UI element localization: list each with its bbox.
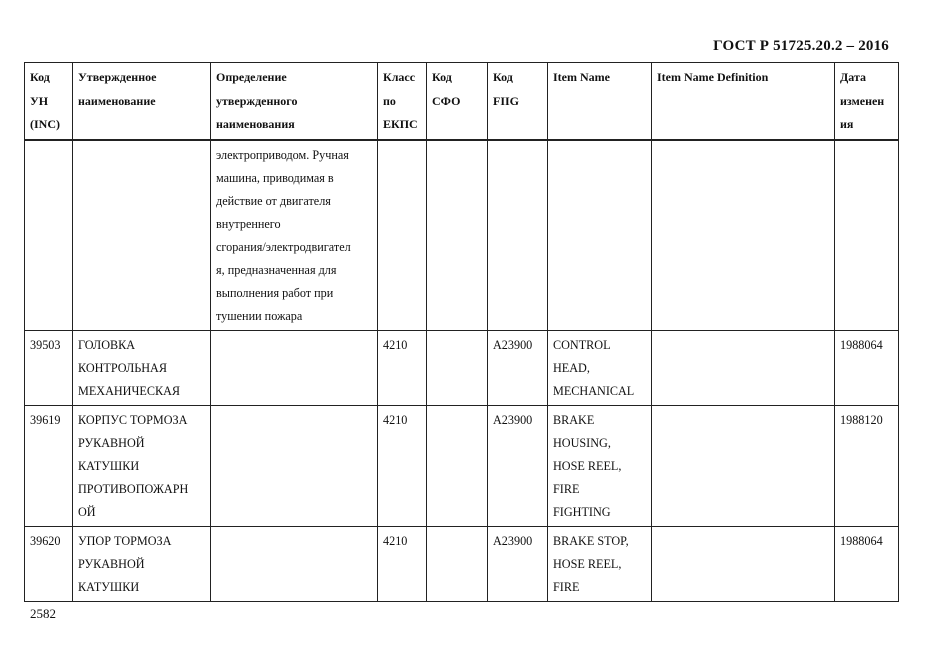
cell-name: ГОЛОВКА КОНТРОЛЬНАЯ МЕХАНИЧЕСКАЯ (73, 330, 211, 405)
header-item-name-definition: Item Name Definition (652, 63, 835, 140)
cell-date: 1988064 (835, 330, 899, 405)
cell-fiig: A23900 (488, 405, 548, 526)
document-title: ГОСТ Р 51725.20.2 – 2016 (713, 38, 889, 54)
cell-definition (211, 405, 378, 526)
cell-name (73, 140, 211, 331)
cell-name: УПОР ТОРМОЗА РУКАВНОЙ КАТУШКИ (73, 526, 211, 601)
header-class: Класс по ЕКПС (378, 63, 427, 140)
cell-item-name (548, 140, 652, 331)
header-date-changed: Дата изменен ия (835, 63, 899, 140)
cell-fiig: A23900 (488, 526, 548, 601)
table-header-row (25, 63, 899, 140)
cell-date: 1988120 (835, 405, 899, 526)
header-sfo: Код СФО (427, 63, 488, 140)
cell-class: 4210 (378, 330, 427, 405)
header-inc: Код УН (INC) (25, 63, 73, 140)
header-item-name: Item Name (548, 63, 652, 140)
cell-item-name-definition (652, 526, 835, 601)
cell-fiig: A23900 (488, 330, 548, 405)
catalog-table (24, 62, 899, 602)
cell-item-name-definition (652, 140, 835, 331)
cell-item-name-definition (652, 330, 835, 405)
cell-definition (211, 526, 378, 601)
cell-inc: 39620 (25, 526, 73, 601)
cell-class: 4210 (378, 405, 427, 526)
table-row (25, 526, 899, 601)
cell-inc: 39619 (25, 405, 73, 526)
cell-date (835, 140, 899, 331)
cell-name: КОРПУС ТОРМОЗА РУКАВНОЙ КАТУШКИ ПРОТИВОПОЖАРН ОЙ (73, 405, 211, 526)
page-number: 2582 (30, 606, 56, 621)
cell-item-name: CONTROL HEAD, MECHANICAL (548, 330, 652, 405)
cell-item-name: BRAKE STOP, HOSE REEL, FIRE (548, 526, 652, 601)
header-approved-name: Утвержденное наименование (73, 63, 211, 140)
cell-class: 4210 (378, 526, 427, 601)
cell-definition: электроприводом. Ручная машина, приводимая в действие от двигателя внутреннего сгорания/электродвигател я, предназначенная для выполнения работ при тушении пожара (211, 140, 378, 331)
header-definition: Определение утвержденного наименования (211, 63, 378, 140)
cell-fiig (488, 140, 548, 331)
table-row (25, 140, 899, 331)
cell-sfo (427, 330, 488, 405)
cell-class (378, 140, 427, 331)
table-row (25, 330, 899, 405)
cell-item-name-definition (652, 405, 835, 526)
cell-sfo (427, 140, 488, 331)
cell-inc (25, 140, 73, 331)
cell-definition (211, 330, 378, 405)
header-fiig: Код FIIG (488, 63, 548, 140)
cell-date: 1988064 (835, 526, 899, 601)
cell-sfo (427, 405, 488, 526)
cell-inc: 39503 (25, 330, 73, 405)
cell-item-name: BRAKE HOUSING, HOSE REEL, FIRE FIGHTING (548, 405, 652, 526)
cell-sfo (427, 526, 488, 601)
table-row (25, 405, 899, 526)
